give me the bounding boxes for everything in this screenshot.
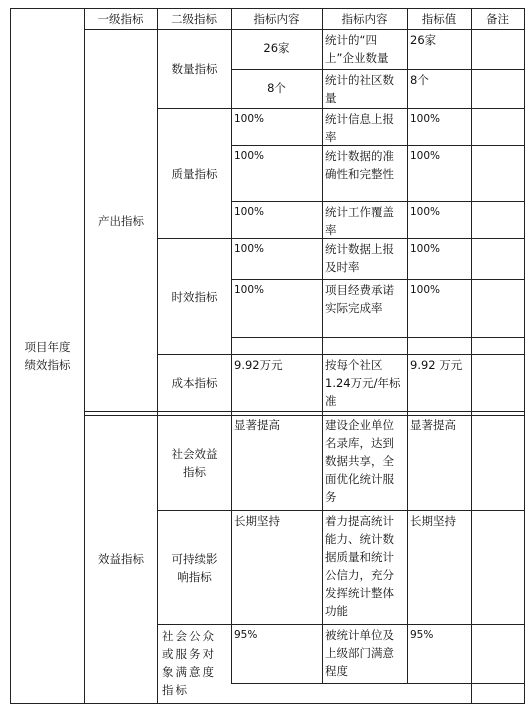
table-row-content: 95% <box>234 629 258 641</box>
table-row-value: 8个 <box>410 73 429 87</box>
table-row-value: 长期坚持 <box>410 514 456 528</box>
table-row-content: 8个 <box>267 81 286 95</box>
level2-quality: 质量指标 <box>171 166 218 181</box>
table-row-desc: 统计的“四上”企业数量 <box>325 33 389 65</box>
root-label: 项目年度绩效指标 <box>24 340 71 372</box>
level2-sustain: 可持续影响指标 <box>171 551 218 584</box>
table-row-value: 26家 <box>410 33 437 47</box>
table-row-content: 100% <box>234 243 265 255</box>
table-row-desc: 着力提高统计能力、统计数据质量和统计公信力，充分发挥统计整体功能 <box>325 514 394 618</box>
table-row-content: 100% <box>234 113 265 125</box>
table-row-value: 100% <box>410 150 441 162</box>
level2-satisfaction: 社会公众或服务对象满意度指标 <box>162 629 216 697</box>
level1-benefit: 效益指标 <box>98 552 144 566</box>
table-row-content: 26家 <box>263 41 290 55</box>
header-value: 指标值 <box>421 12 457 26</box>
table-row-desc: 统计的社区数量 <box>325 73 394 105</box>
table-row-value: 100% <box>410 243 441 255</box>
table-row-value: 100% <box>410 113 441 125</box>
level2-quantity: 数量指标 <box>171 62 218 76</box>
table-row-content: 100% <box>234 206 265 218</box>
header-content-desc: 指标内容 <box>341 12 388 26</box>
table-row-desc: 按每个社区1.24万元/年标准 <box>325 358 401 408</box>
table-row-desc: 统计数据上报及时率 <box>325 242 394 274</box>
table-row-content: 显著提高 <box>234 418 280 432</box>
table-row-desc: 被统计单位及上级部门满意程度 <box>325 628 394 678</box>
table-row-content: 长期坚持 <box>234 514 280 528</box>
table-row-value: 显著提高 <box>410 418 456 432</box>
table-row-desc: 统计工作覆盖率 <box>325 205 394 237</box>
table-row-value: 100% <box>410 284 441 296</box>
level2-timeliness: 时效指标 <box>171 289 218 304</box>
table-row-content: 9.92万元 <box>234 358 283 372</box>
table-row-content: 100% <box>234 150 265 162</box>
level1-output: 产出指标 <box>98 213 144 228</box>
header-content: 指标内容 <box>253 12 300 26</box>
table-row-desc: 统计信息上报率 <box>325 112 394 144</box>
header-remark: 备注 <box>486 12 509 26</box>
header-level1: 一级指标 <box>97 12 144 26</box>
header-level2: 二级指标 <box>171 12 217 26</box>
table-row-desc: 统计数据的准确性和完整性 <box>325 149 394 181</box>
table-row-desc: 建设企业单位名录库，达到数据共享，全面优化统计服务 <box>325 418 394 504</box>
table-row-value: 95% <box>410 629 434 641</box>
table-row-desc: 项目经费承诺实际完成率 <box>325 283 394 315</box>
table-row-value: 9.92 万元 <box>410 358 463 372</box>
table-row-value: 100% <box>410 206 441 218</box>
level2-social: 社会效益指标 <box>171 446 218 479</box>
table-row-content: 100% <box>234 284 265 296</box>
level2-cost: 成本指标 <box>171 376 218 390</box>
